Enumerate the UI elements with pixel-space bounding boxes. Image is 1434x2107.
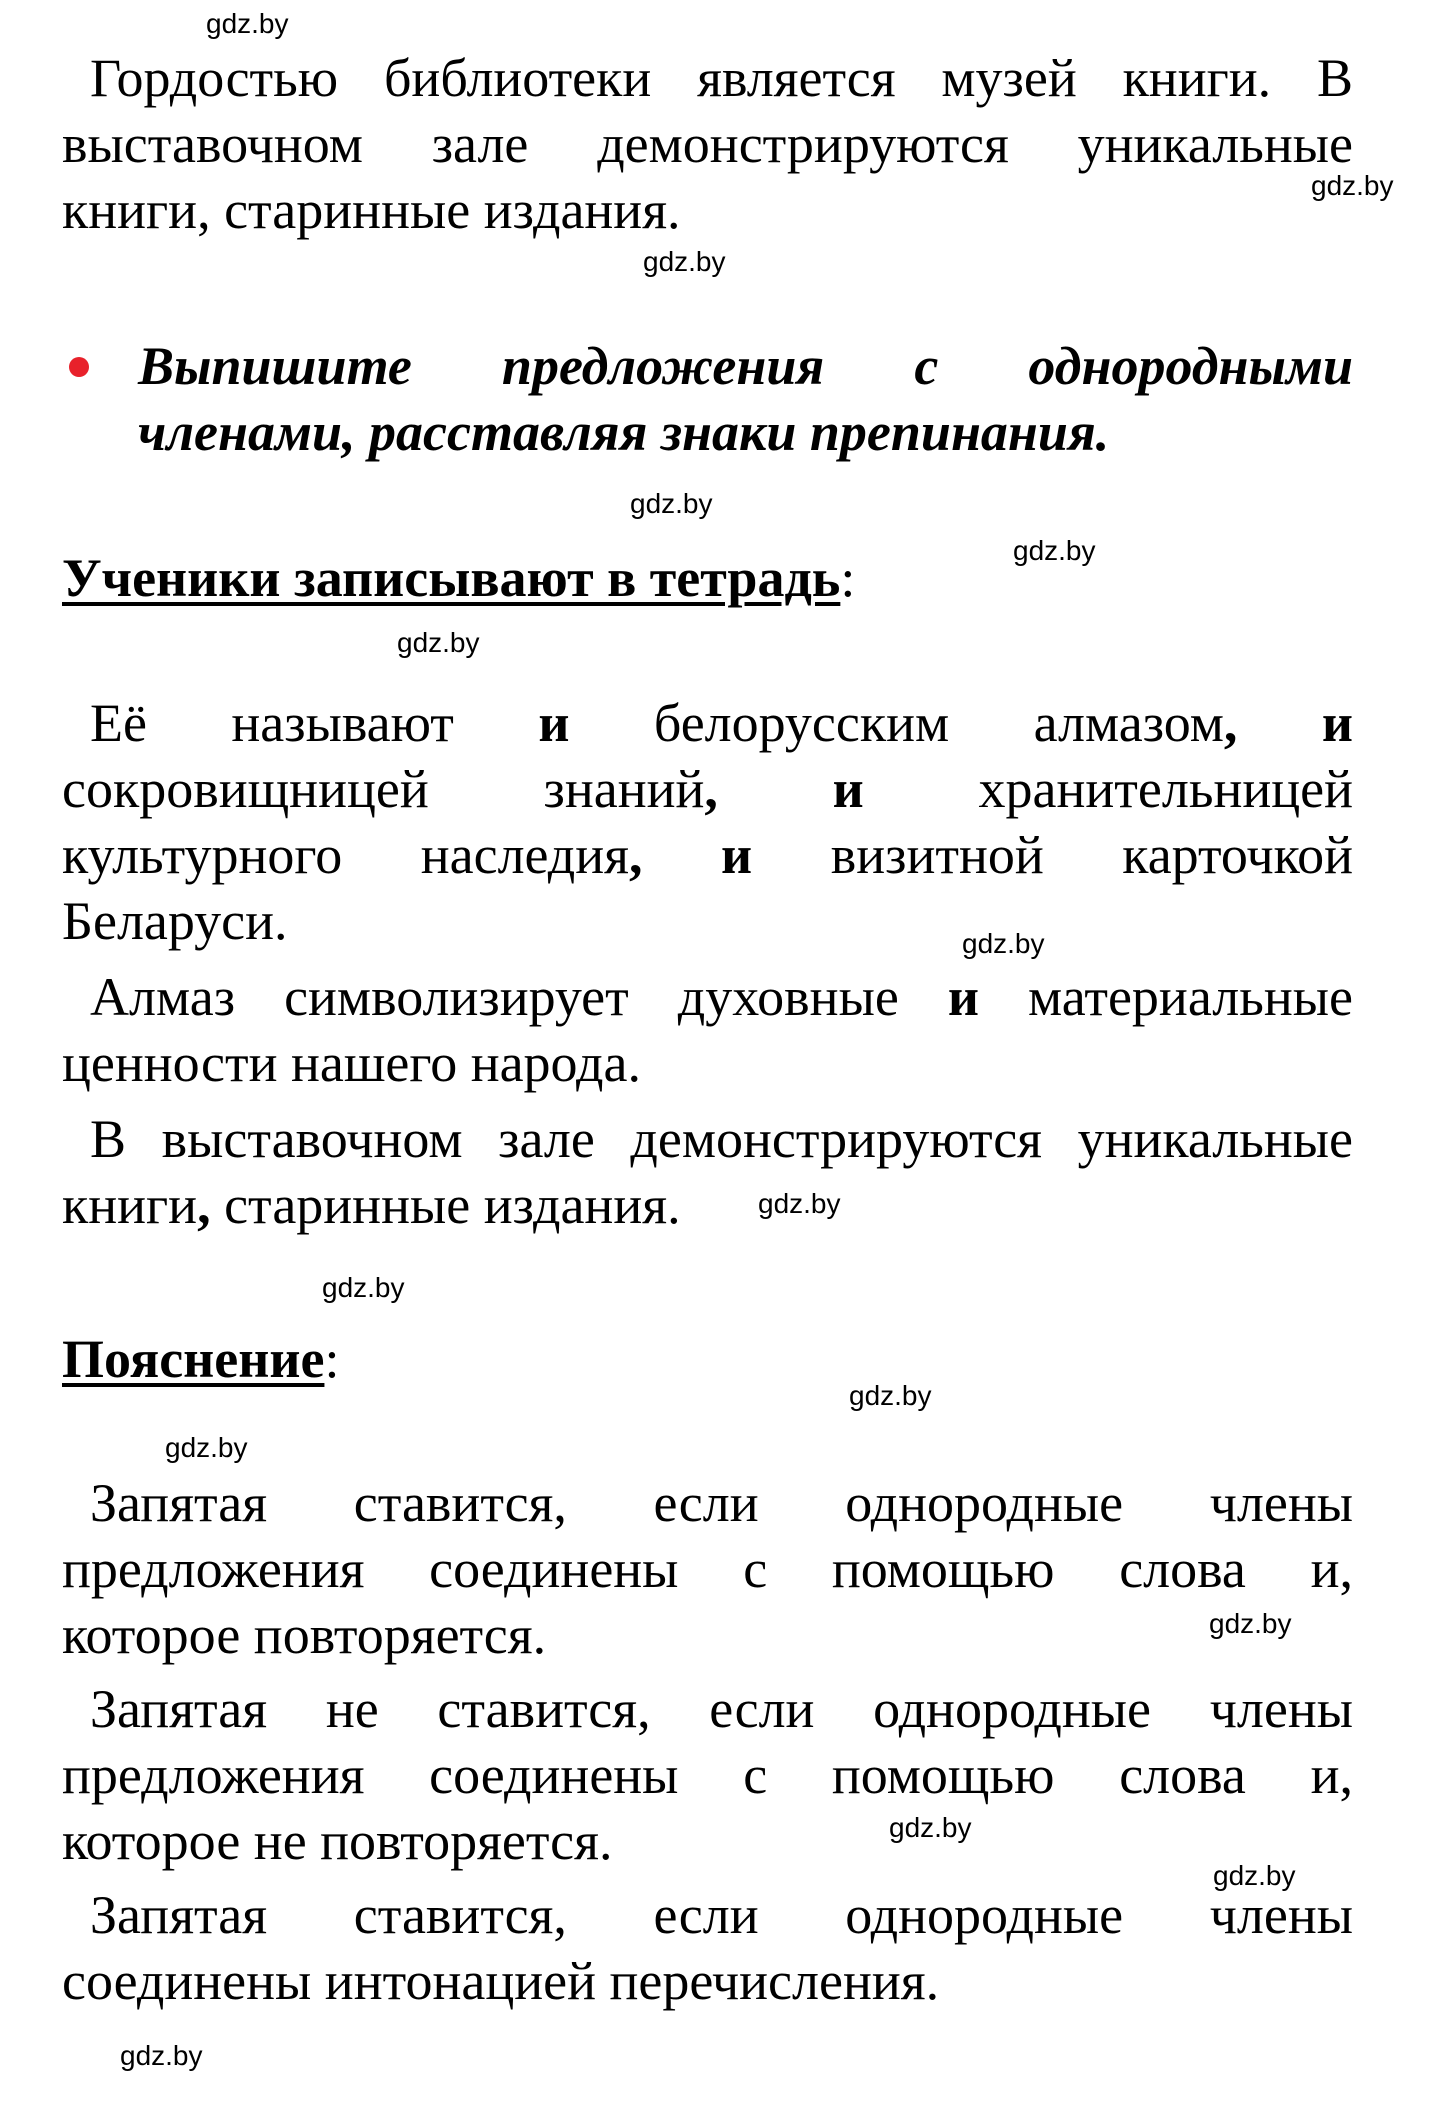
explanation-p1-line-2: предложения соединены с помощью слова и,: [62, 1539, 1353, 1599]
text-run: хранительницей: [863, 759, 1354, 819]
watermark: gdz.by: [630, 488, 713, 519]
watermark: gdz.by: [165, 1432, 248, 1463]
explanation-p2-line-2: предложения соединены с помощью слова и,: [62, 1745, 1353, 1805]
text-run: [643, 825, 722, 885]
notebook-heading-text: Ученики записывают в тетрадь: [62, 548, 841, 608]
task-line-2: членами, расставляя знаки препинания.: [138, 402, 1110, 462]
bold-mark: ,: [197, 1175, 211, 1235]
watermark: gdz.by: [322, 1272, 405, 1303]
notebook-p3-line-2: [62, 1172, 1353, 1238]
text-run: визитной карточкой: [752, 825, 1353, 885]
explanation-p2-line-3: которое не повторяется.: [62, 1811, 613, 1871]
watermark: gdz.by: [120, 2040, 203, 2071]
text-run: белорусским алмазом: [569, 693, 1224, 753]
bold-mark: и: [721, 825, 753, 885]
notebook-p1-line-1: [62, 690, 1353, 756]
notebook-heading: [62, 545, 855, 611]
watermark: gdz.by: [1013, 535, 1096, 566]
text-run: [718, 759, 833, 819]
text-run: В выставочном зале демонстрируются уникальные: [90, 1109, 1353, 1169]
watermark: gdz.by: [1311, 170, 1394, 201]
explanation-p2-line-1: Запятая не ставится, если однородные члены: [90, 1679, 1353, 1739]
watermark: gdz.by: [206, 8, 289, 39]
text-run: старинные издания.: [210, 1175, 681, 1235]
explanation-heading: [62, 1326, 339, 1392]
bullet-icon: [69, 357, 89, 377]
watermark: gdz.by: [849, 1380, 932, 1411]
notebook-p3-line-1: [62, 1106, 1353, 1172]
watermark: gdz.by: [643, 246, 726, 277]
bold-mark: ,: [1223, 693, 1238, 753]
explanation-p1-line-3: которое повторяется.: [62, 1605, 547, 1665]
notebook-p1-line-2: [62, 756, 1353, 822]
explanation-heading-colon: :: [324, 1329, 340, 1389]
intro-line-1: Гордостью библиотеки является музей книги. В: [90, 48, 1353, 108]
notebook-p1-line-4: [62, 888, 1353, 954]
explanation-p3-line-1: Запятая ставится, если однородные члены: [90, 1885, 1353, 1945]
text-run: материальные: [978, 967, 1353, 1027]
bold-mark: и: [947, 967, 979, 1027]
intro-line-2: выставочном зале демонстрируются уникальные: [62, 114, 1353, 174]
text-run: Алмаз символизирует духовные: [90, 967, 948, 1027]
watermark: gdz.by: [758, 1188, 841, 1219]
explanation-p1-line-1: Запятая ставится, если однородные члены: [90, 1473, 1353, 1533]
bold-mark: ,: [704, 759, 718, 819]
text-run: Беларуси.: [62, 891, 288, 951]
bold-mark: и: [1321, 693, 1354, 753]
watermark: gdz.by: [962, 928, 1045, 959]
text-run: [1237, 693, 1321, 753]
watermark: gdz.by: [397, 627, 480, 658]
text-run: ценности нашего народа.: [62, 1033, 641, 1093]
notebook-p2-line-1: [62, 964, 1353, 1030]
notebook-heading-colon: :: [840, 548, 856, 608]
text-run: книги: [62, 1175, 198, 1235]
bold-mark: и: [832, 759, 864, 819]
explanation-p3-line-2: соединены интонацией перечисления.: [62, 1951, 940, 2011]
explanation-heading-text: Пояснение: [62, 1329, 325, 1389]
bold-mark: и: [538, 693, 570, 753]
intro-line-3: книги, старинные издания.: [62, 180, 681, 240]
bold-mark: ,: [629, 825, 643, 885]
watermark: gdz.by: [889, 1812, 972, 1843]
text-run: сокровищницей знаний: [62, 759, 705, 819]
watermark: gdz.by: [1209, 1608, 1292, 1639]
task-line-1: Выпишите предложения с однородными: [138, 336, 1353, 396]
text-run: культурного наследия: [62, 825, 629, 885]
notebook-p1-line-3: [62, 822, 1353, 888]
watermark: gdz.by: [1213, 1860, 1296, 1891]
notebook-p2-line-2: [62, 1030, 1353, 1096]
text-run: Её называют: [90, 693, 539, 753]
